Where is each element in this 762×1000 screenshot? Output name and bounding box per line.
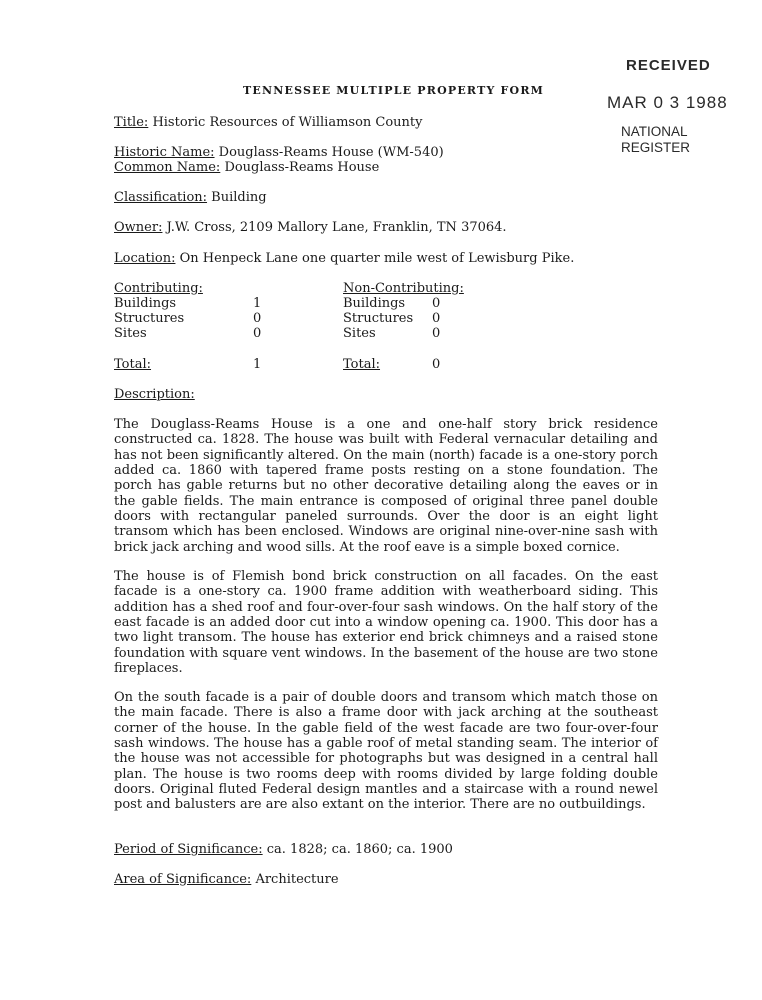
period-label: Period of Significance: — [114, 842, 263, 857]
contributing-total-label: Total: — [114, 357, 152, 372]
common-name-label: Common Name: — [114, 160, 221, 175]
location-field — [114, 251, 574, 266]
received-stamp: RECEIVED — [626, 57, 711, 74]
description-heading: Description: — [114, 387, 195, 402]
noncontributing-sites-label: Sites — [343, 326, 376, 341]
owner-label: Owner: — [114, 220, 163, 235]
contributing-buildings-label: Buildings — [114, 296, 177, 311]
area-field — [114, 872, 339, 887]
period-value: ca. 1828; ca. 1860; ca. 1900 — [266, 842, 453, 857]
description-paragraph-2: The house is of Flemish bond brick construction on all facades. On the east facade is a one-story ca. 1900 frame addition with weatherboard siding. This addition has a shed roof and four-over-four sash windows. On the half story of the east facade is an added door cut into a window opening ca. 1900. This door has a two light transom. The house has exterior end brick chimneys and a raised stone foundation with square vent windows. In the basement of the house are two stone fireplaces. — [114, 569, 658, 677]
location-label: Location: — [114, 251, 176, 266]
contributing-sites-label: Sites — [114, 326, 147, 341]
noncontributing-structures-count: 0 — [432, 311, 441, 326]
form-title: TENNESSEE MULTIPLE PROPERTY FORM — [243, 84, 545, 97]
historic-name-label: Historic Name: — [114, 145, 215, 160]
historic-name-field — [114, 145, 444, 160]
period-field — [114, 842, 453, 857]
owner-field — [114, 220, 507, 235]
stamp-register: REGISTER — [621, 140, 691, 155]
noncontributing-structures-label: Structures — [343, 311, 414, 326]
received-stamp-date: MAR 0 3 1988 — [607, 93, 728, 112]
common-name-value: Douglass-Reams House — [224, 160, 380, 175]
description-paragraph-1: The Douglass-Reams House is a one and one-half story brick residence constructed ca. 1828. The house was built with Federal vernacular detailing and has not been significantly altered. On the main (north) facade is a one-story porch added ca. 1860 with tapered frame posts resting on a stone foundation. The porch has gable returns but no other decorative detailing along the eaves or in the gable fields. The main entrance is composed of original three panel double doors with rectangular paneled surrounds. Over the door is an eight light transom which has been enclosed. Windows are original nine-over-nine sash with brick jack arching and wood sills. At the roof eave is a simple boxed cornice. — [114, 417, 658, 555]
contributing-sites-count: 0 — [253, 326, 262, 341]
noncontributing-total-count: 0 — [432, 357, 441, 372]
noncontributing-sites-count: 0 — [432, 326, 441, 341]
area-value: Architecture — [255, 872, 339, 887]
area-label: Area of Significance: — [114, 872, 252, 887]
title-field — [114, 115, 423, 130]
historic-name-value: Douglass-Reams House (WM-540) — [218, 145, 444, 160]
noncontributing-heading: Non-Contributing: — [343, 281, 464, 296]
stamp-national: NATIONAL — [621, 124, 688, 139]
contributing-buildings-count: 1 — [253, 296, 262, 311]
title-value: Historic Resources of Williamson County — [152, 115, 423, 130]
classification-field — [114, 190, 267, 205]
contributing-structures-count: 0 — [253, 311, 262, 326]
classification-label: Classification: — [114, 190, 208, 205]
owner-value: J.W. Cross, 2109 Mallory Lane, Franklin, TN 37064. — [166, 220, 507, 235]
contributing-heading: Contributing: — [114, 281, 203, 296]
location-value: On Henpeck Lane one quarter mile west of Lewisburg Pike. — [179, 251, 575, 266]
description-paragraph-3: On the south facade is a pair of double doors and transom which match those on the main facade. There is also a frame door with jack arching at the southeast corner of the house. In the gable field of the west facade are two four-over-four sash windows. The house has a gable roof of metal standing seam. The interior of the house was not accessible for photographs but was designed in a central hall plan. The house is two rooms deep with rooms divided by large folding double doors. Original fluted Federal design mantles and a staircase with a round newel post and balusters are are also extant on the interior. There are no outbuildings. — [114, 690, 658, 813]
common-name-field — [114, 160, 379, 175]
contributing-structures-label: Structures — [114, 311, 185, 326]
contributing-total-count: 1 — [253, 357, 262, 372]
noncontributing-buildings-label: Buildings — [343, 296, 406, 311]
noncontributing-total-label: Total: — [343, 357, 381, 372]
classification-value: Building — [211, 190, 267, 205]
noncontributing-buildings-count: 0 — [432, 296, 441, 311]
title-label: Title: — [114, 115, 149, 130]
